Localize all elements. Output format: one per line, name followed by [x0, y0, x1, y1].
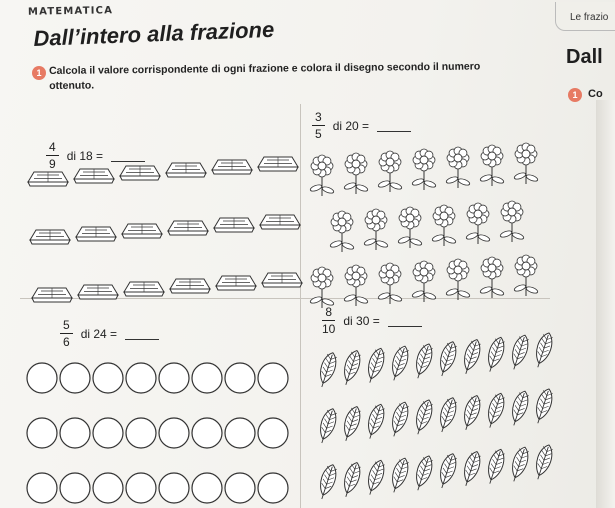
leaf-icon[interactable]	[387, 456, 411, 494]
problem-text: di 18 =	[66, 148, 104, 163]
leaf-icon[interactable]	[315, 463, 339, 501]
next-exercise-number-badge: 1	[568, 88, 582, 102]
leaf-icon[interactable]	[531, 331, 555, 369]
leaf-icon[interactable]	[411, 398, 435, 436]
leaf-icon[interactable]	[459, 449, 483, 487]
numerator: 5	[60, 318, 73, 334]
problem-text: di 30 =	[343, 313, 380, 328]
leaf-icon[interactable]	[483, 391, 507, 429]
leaf-icon[interactable]	[363, 346, 387, 384]
leaf-icon[interactable]	[411, 454, 435, 492]
next-instruction-fragment: Co	[588, 88, 603, 100]
exercise-instruction: Calcola il valore corrispondente di ogni frazione e colora il disegno secondo il numero ottenuto.	[49, 60, 481, 92]
leaf-icon[interactable]	[459, 393, 483, 431]
leaf-icon[interactable]	[315, 407, 339, 445]
leaf-icon[interactable]	[387, 344, 411, 382]
exercise-number-badge: 1	[32, 66, 46, 80]
leaf-icon[interactable]	[339, 460, 363, 498]
leaf-icon[interactable]	[459, 337, 483, 375]
problem-text: di 20 =	[332, 118, 370, 133]
denominator: 5	[315, 127, 322, 141]
leaf-icon[interactable]	[435, 452, 459, 490]
leaf-icon[interactable]	[507, 445, 531, 483]
leaf-icon[interactable]	[531, 387, 555, 425]
numerator: 8	[322, 305, 335, 321]
leaf-icon[interactable]	[507, 333, 531, 371]
leaf-icon[interactable]	[339, 348, 363, 386]
leaf-icon[interactable]	[507, 389, 531, 427]
leaf-icon[interactable]	[411, 342, 435, 380]
leaf-icon[interactable]	[363, 402, 387, 440]
next-page-title-fragment: Dall	[566, 46, 603, 68]
subject-label: MATEMATICA	[27, 5, 114, 18]
leaf-icon[interactable]	[435, 396, 459, 434]
page-title: Dall’intero alla frazione	[33, 16, 275, 52]
denominator: 6	[63, 335, 70, 349]
leaf-icon[interactable]	[483, 447, 507, 485]
leaf-icon[interactable]	[363, 458, 387, 496]
numerator: 4	[46, 140, 59, 156]
denominator: 10	[322, 322, 336, 336]
leaf-icon[interactable]	[531, 443, 555, 481]
problem-text: di 24 =	[80, 326, 118, 341]
leaf-icon[interactable]	[387, 400, 411, 438]
leaf-icon[interactable]	[483, 335, 507, 373]
denominator: 9	[49, 157, 56, 171]
numerator: 3	[312, 110, 325, 126]
leaf-icon[interactable]	[435, 340, 459, 378]
leaf-icon[interactable]	[339, 404, 363, 442]
next-page-tab-label: Le frazio	[570, 12, 609, 23]
leaf-icon[interactable]	[315, 351, 339, 389]
